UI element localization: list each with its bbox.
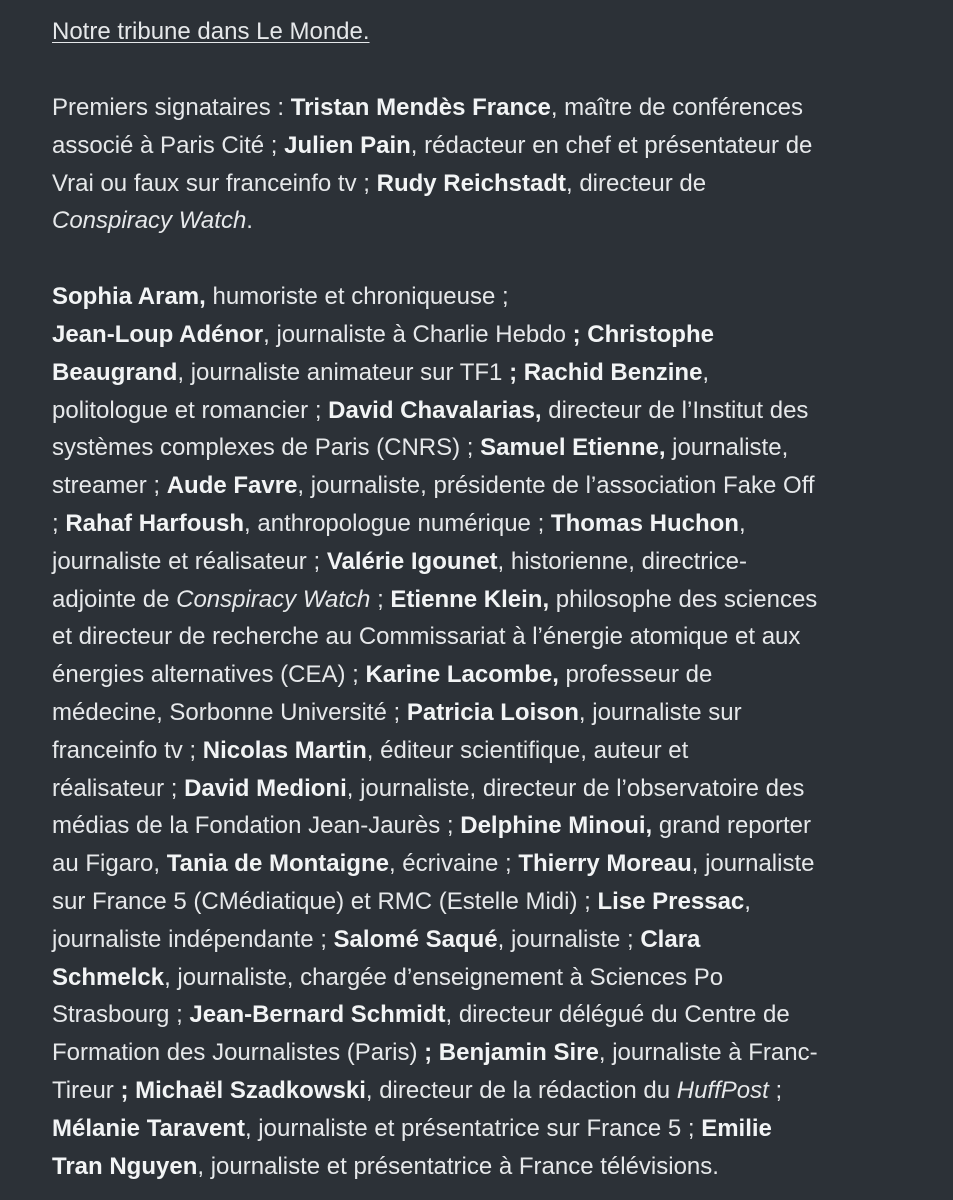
description-text: , historienne, directrice-: [497, 547, 747, 575]
description-text: , anthropologue numérique ;: [244, 509, 551, 537]
description-text: journaliste indépendante ;: [52, 925, 334, 953]
text-line: [52, 996, 901, 1034]
description-text: ,: [744, 887, 751, 915]
text-line: [52, 770, 901, 808]
description-text: ;: [768, 1076, 783, 1104]
text-line: [52, 89, 901, 127]
description-text: politologue et romancier ;: [52, 396, 329, 424]
text-line: [52, 429, 901, 467]
text-line: [52, 543, 901, 581]
signatory-name: Patricia Loison: [406, 698, 579, 726]
description-text: ,: [738, 509, 746, 537]
description-text: , maître de conférences: [550, 94, 803, 121]
text-line: [52, 316, 901, 354]
signatory-name: Jean-Loup Adénor: [52, 320, 264, 348]
description-text: , directeur de: [565, 169, 707, 197]
description-text: directeur de l’Institut des: [541, 396, 809, 424]
signatory-name: Aude Favre: [166, 472, 298, 500]
signatory-name: ; Benjamin Sire: [424, 1039, 599, 1067]
signatory-name: Tristan Mendès France: [290, 94, 551, 121]
signatory-name: Thierry Moreau: [518, 850, 692, 878]
description-text: , éditeur scientifique, auteur et: [366, 736, 689, 764]
text-line: [52, 354, 901, 392]
signatory-name: Samuel Etienne,: [480, 434, 666, 462]
signatory-name: Lise Pressac: [597, 887, 745, 915]
signatory-name: Clara: [640, 925, 701, 953]
description-text: , journaliste à Franc-: [598, 1039, 818, 1067]
signatory-name: Valérie Igounet: [326, 547, 498, 575]
signatory-name: Rahaf Harfoush: [65, 509, 245, 537]
signatory-name: ; Michaël Szadkowski: [120, 1076, 366, 1104]
description-text: , journaliste et présentatrice sur France 5 ;: [244, 1114, 702, 1142]
description-text: Formation des Journalistes (Paris): [52, 1039, 425, 1067]
description-text: franceinfo tv ;: [52, 736, 203, 764]
description-text: , journaliste et présentatrice à France télévisions.: [197, 1152, 719, 1180]
description-text: , directeur délégué du Centre de: [445, 1001, 790, 1029]
signatory-name: Beaugrand: [52, 358, 178, 386]
description-text: grand reporter: [652, 812, 811, 840]
text-line: [52, 165, 901, 203]
publication-title: Conspiracy Watch: [52, 207, 247, 235]
signatory-name: David Medioni: [184, 774, 347, 802]
description-text: Strasbourg ;: [52, 1001, 190, 1029]
signatory-name: Salomé Saqué: [333, 925, 498, 953]
description-text: humoriste et chroniqueuse ;: [205, 283, 509, 311]
description-text: Premiers signataires :: [52, 94, 291, 121]
description-text: Vrai ou faux sur franceinfo tv ;: [52, 169, 377, 197]
text-line: [52, 1072, 901, 1110]
text-line: [52, 392, 901, 430]
signatory-name: Sophia Aram,: [52, 283, 206, 311]
text-line: [52, 1034, 901, 1072]
text-line: [52, 883, 901, 921]
text-line: [52, 656, 901, 694]
description-text: Tireur: [52, 1076, 121, 1104]
description-text: journaliste,: [665, 434, 789, 462]
description-text: , journaliste sur: [578, 698, 742, 726]
signatory-name: Tran Nguyen: [52, 1152, 198, 1180]
text-line: [52, 505, 901, 543]
signatory-name: Schmelck: [52, 963, 165, 991]
signatory-name: Mélanie Taravent: [52, 1114, 245, 1142]
description-text: et directeur de recherche au Commissariat à l’énergie atomique et aux: [52, 623, 801, 651]
signatory-name: Tania de Montaigne: [166, 850, 389, 878]
text-line: [52, 694, 901, 732]
text-line: [52, 581, 901, 619]
description-text: , directeur de la rédaction du: [365, 1076, 677, 1104]
signatory-name: Emilie: [701, 1114, 772, 1142]
signatory-name: Julien Pain: [284, 131, 411, 159]
signatory-name: Karine Lacombe,: [365, 661, 559, 689]
description-text: associé à Paris Cité ;: [52, 131, 285, 159]
text-line: [52, 845, 901, 883]
description-text: médecine, Sorbonne Université ;: [52, 698, 407, 726]
description-text: philosophe des sciences: [549, 585, 818, 613]
signatory-name: Jean-Bernard Schmidt: [189, 1001, 446, 1029]
description-text: , rédacteur en chef et présentateur de: [410, 131, 813, 159]
description-text: , journaliste animateur sur TF1: [177, 358, 510, 386]
text-line: [52, 921, 901, 959]
description-text: adjointe de: [52, 585, 177, 613]
description-text: professeur de: [558, 661, 713, 689]
signatory-name: Etienne Klein,: [390, 585, 550, 613]
text-line: [52, 467, 901, 505]
signatory-name: ; Rachid Benzine: [509, 358, 703, 386]
text-line: [52, 1110, 901, 1148]
description-text: , journaliste, directeur de l’observatoire des: [346, 774, 805, 802]
signatory-name: Delphine Minoui,: [460, 812, 653, 840]
signatory-name: Thomas Huchon: [550, 509, 739, 537]
description-text: , journaliste: [691, 850, 815, 878]
description-text: systèmes complexes de Paris (CNRS) ;: [52, 434, 481, 462]
intro-paragraph: [52, 89, 901, 240]
publication-title: HuffPost: [676, 1076, 769, 1104]
text-line: [52, 732, 901, 770]
signatory-name: Nicolas Martin: [202, 736, 367, 764]
description-text: , journaliste ;: [497, 925, 641, 953]
text-line: [52, 1148, 901, 1186]
description-text: sur France 5 (CMédiatique) et RMC (Estelle Midi) ;: [52, 887, 598, 915]
description-text: réalisateur ;: [52, 774, 185, 802]
description-text: au Figaro,: [52, 850, 167, 878]
description-text: ;: [370, 585, 391, 613]
text-line: [52, 202, 901, 240]
description-text: , journaliste, présidente de l’association Fake Off: [297, 472, 815, 500]
description-text: , écrivaine ;: [388, 850, 519, 878]
description-text: journaliste et réalisateur ;: [52, 547, 327, 575]
description-text: streamer ;: [52, 472, 167, 500]
le-monde-link[interactable]: Notre tribune dans Le Monde.: [52, 18, 370, 45]
text-line: [52, 278, 901, 316]
signatories-paragraph: [52, 278, 901, 1185]
text-line: [52, 807, 901, 845]
description-text: ;: [52, 509, 66, 537]
signatory-name: David Chavalarias,: [328, 396, 542, 424]
publication-title: Conspiracy Watch: [176, 585, 371, 613]
description-text: médias de la Fondation Jean-Jaurès ;: [52, 812, 461, 840]
description-text: .: [246, 207, 253, 235]
description-text: , journaliste à Charlie Hebdo: [263, 320, 573, 348]
signatory-name: Rudy Reichstadt: [376, 169, 566, 197]
description-text: énergies alternatives (CEA) ;: [52, 661, 366, 689]
text-line: [52, 127, 901, 165]
text-line: [52, 959, 901, 997]
signatory-name: ; Christophe: [572, 320, 714, 348]
description-text: , journaliste, chargée d’enseignement à Sciences Po: [164, 963, 724, 991]
text-line: [52, 618, 901, 656]
description-text: ,: [702, 358, 710, 386]
